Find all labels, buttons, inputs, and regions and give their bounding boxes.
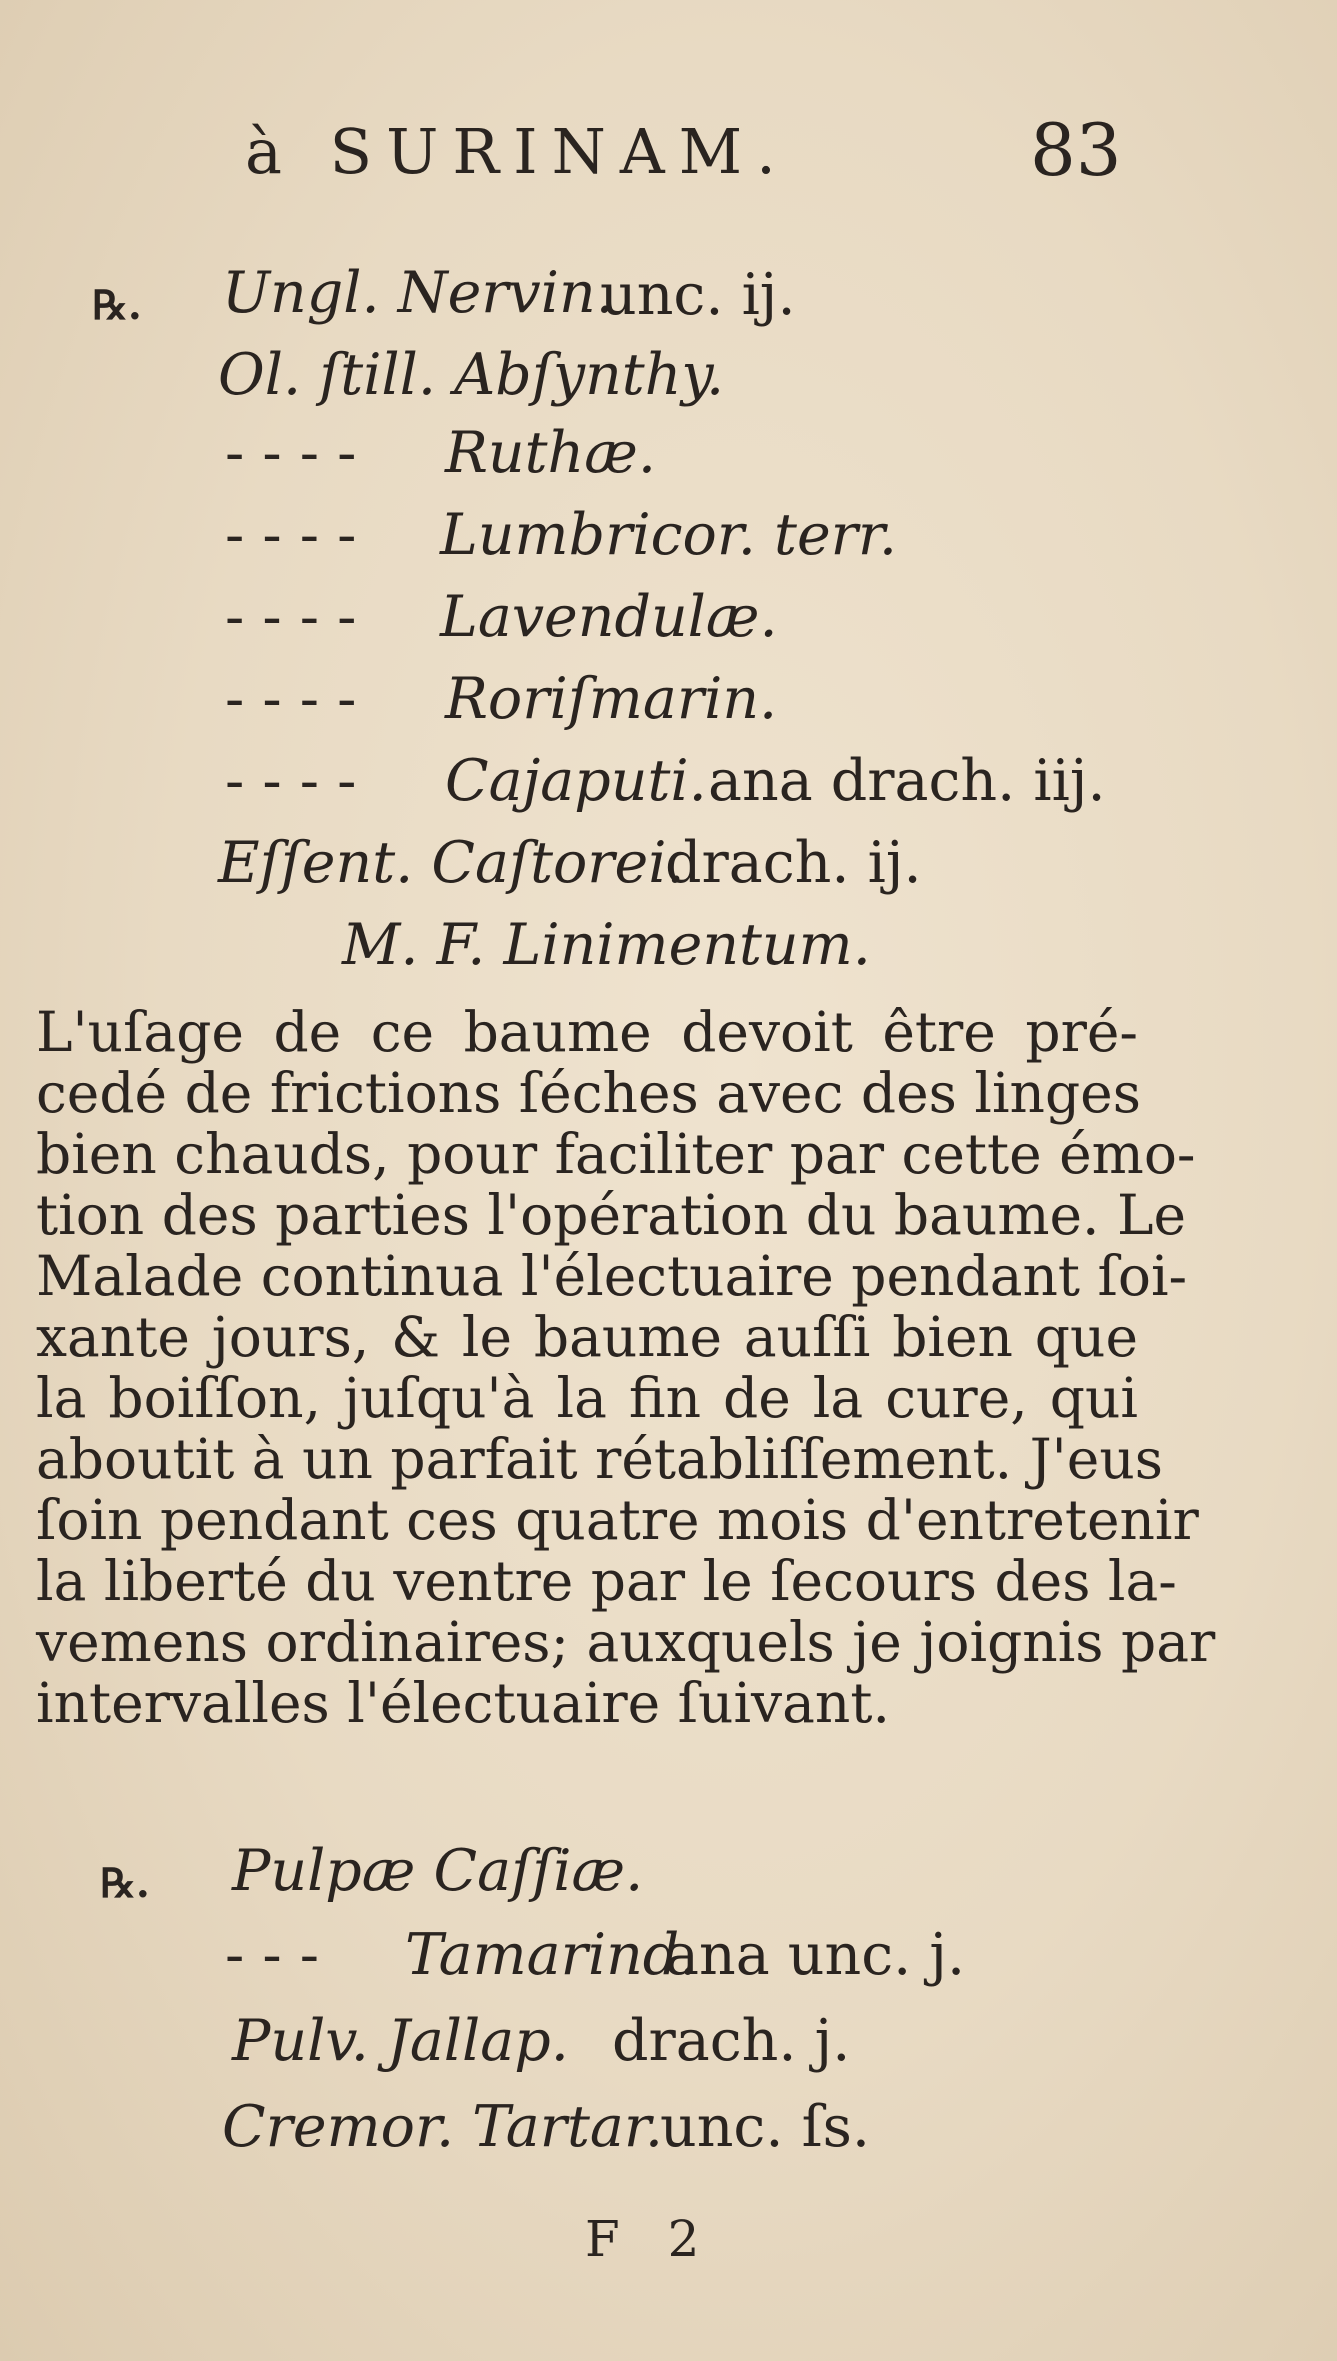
paragraph-line: intervalles l'électuaire ſuivant. <box>36 1671 890 1735</box>
body-paragraph <box>36 1000 1216 1735</box>
paragraph-line: ſoin pendant ces quatre mois d'entretenir <box>36 1488 1199 1552</box>
recipe-line-name: Lavendulæ. <box>440 584 778 650</box>
rx-symbol: ℞. <box>100 1860 150 1907</box>
recipe-line-name: Tamarind. <box>405 1922 698 1988</box>
recipe-line-dashes: - - - - <box>225 420 357 486</box>
recipe-line-name: Eſſent. Caſtorei. <box>218 830 685 896</box>
recipe-line-dose: unc. ij. <box>600 262 796 328</box>
paragraph-line: vemens ordinaires; auxquels je joignis par <box>36 1610 1216 1674</box>
recipe-line-dose: drach. ij. <box>665 830 922 896</box>
paragraph-line: cedé de frictions ſéches avec des linges <box>36 1061 1141 1125</box>
recipe-line-name: Roriſmarin. <box>445 666 778 732</box>
paragraph-line: aboutit à un parfait rétabliſſement. J'eus <box>36 1427 1163 1491</box>
recipe-line-dashes: - - - - <box>225 502 357 568</box>
paragraph-line: la liberté du ventre par le ſecours des la- <box>36 1549 1177 1613</box>
recipe-line-name: M. F. Linimentum. <box>342 912 871 978</box>
recipe-line-dose: ana drach. iij. <box>708 748 1106 814</box>
recipe-line-name: Cremor. Tartar. <box>222 2094 663 2160</box>
paragraph-line: bien chauds, pour faciliter par cette émo- <box>36 1122 1196 1186</box>
recipe-line-dose: unc. ſs. <box>660 2094 871 2160</box>
paragraph-line: Malade continua l'électuaire pendant ſoi- <box>36 1244 1188 1308</box>
recipe-line-dose: drach. j. <box>612 2008 851 2074</box>
running-head: à SURINAM. <box>245 115 790 188</box>
recipe-line-dashes: - - - - <box>225 584 357 650</box>
page-number: 83 <box>1030 108 1122 192</box>
recipe-line-name: Lumbricor. terr. <box>440 502 898 568</box>
paragraph-line: xante jours, & le baume auſſi bien que <box>36 1305 1138 1369</box>
signature-mark: F 2 <box>585 2210 716 2268</box>
recipe-line-name: Pulpæ Caſſiæ. <box>232 1838 644 1904</box>
recipe-line-dashes: - - - <box>225 1922 320 1988</box>
rx-symbol: ℞. <box>92 282 142 329</box>
paragraph-line: tion des parties l'opération du baume. Le <box>36 1183 1187 1247</box>
recipe-line-dose: ana unc. j. <box>665 1922 966 1988</box>
recipe-line-name: Ol. ſtill. Abſynthy. <box>218 342 725 408</box>
paragraph-line: la boiſſon, juſqu'à la fin de la cure, qui <box>36 1366 1138 1430</box>
recipe-line-name: Ungl. Nervin. <box>222 260 614 326</box>
paragraph-line: L'uſage de ce baume devoit être pré- <box>36 1000 1138 1064</box>
recipe-line-dashes: - - - - <box>225 748 357 814</box>
recipe-line-name: Cajaputi. <box>445 748 707 814</box>
recipe-line-name: Ruthæ. <box>445 420 656 486</box>
recipe-line-name: Pulv. Jallap. <box>232 2008 569 2074</box>
recipe-line-dashes: - - - - <box>225 666 357 732</box>
